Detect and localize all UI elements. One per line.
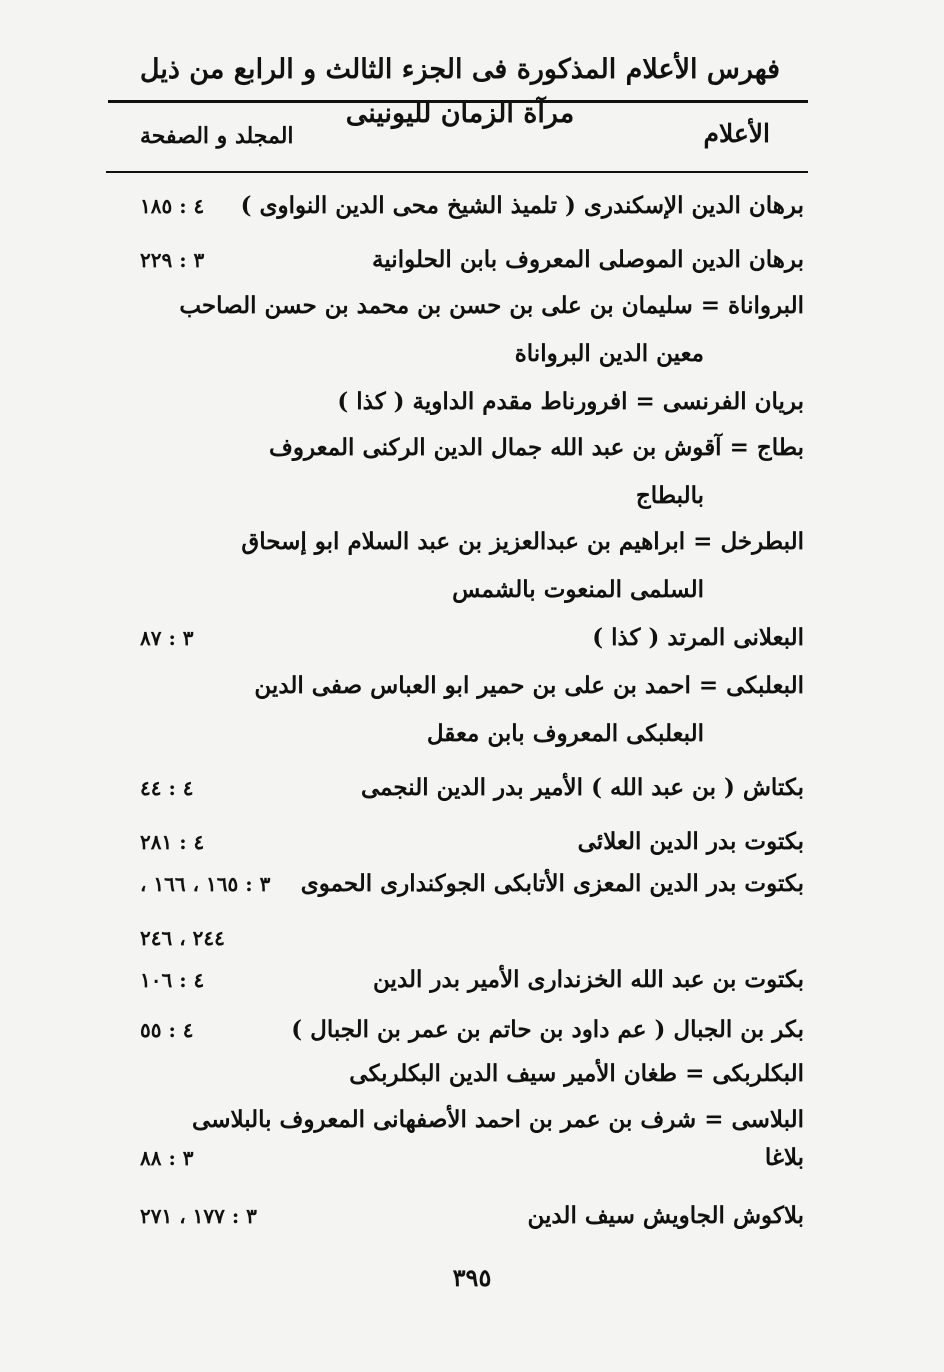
volume-page-reference: ٤ : ٢٨١ [140,830,205,854]
index-entry-line: بكتوت بن عبد الله الخزندارى الأمير بدر الدين [373,966,804,993]
column-heading-names: الأعلام [703,119,770,148]
index-entry-line: البلاسى = شرف بن عمر بن احمد الأصفهانى المعروف بالبلاسى [192,1106,804,1133]
index-entry-continuation: بالبطاج [635,482,704,509]
index-entry-line: بطاج = آقوش بن عبد الله جمال الدين الركنى المعروف [269,434,804,461]
index-entry-line: البعلانى المرتد ( كذا ) [592,624,804,651]
index-entry-line: برهان الدين الإسكندرى ( تلميذ الشيخ محى الدين النواوى ) [240,192,804,219]
index-entry-line: بلاكوش الجاويش سيف الدين [527,1202,804,1229]
volume-page-reference: ٣ : ١٦٥ ، ١٦٦ ، [140,872,271,896]
index-entry-line: بكتوت بدر الدين العلائى [577,828,804,855]
volume-page-reference: ٤ : ٥٥ [140,1018,194,1042]
volume-page-reference: ٤ : ٤٤ [140,776,194,800]
column-heading-volume-page: المجلد و الصفحة [140,123,294,149]
volume-page-reference: ٣ : ١٧٧ ، ٢٧١ [140,1204,257,1228]
index-entry-line: برهان الدين الموصلى المعروف بابن الحلوانية [372,246,804,273]
volume-page-reference: ٣ : ٨٨ [140,1146,194,1170]
index-entry-line: بكتاش ( بن عبد الله ) الأمير بدر الدين النجمى [360,774,804,801]
volume-page-reference: ٤ : ١٠٦ [140,968,205,992]
index-entry-continuation: معين الدين البرواناة [514,340,704,367]
running-title: فهرس الأعلام المذكورة فى الجزء الثالث و الرابع من ذيل مرآة الزمان لليونينى [139,54,781,129]
page-number: ٣٩٥ [452,1263,492,1292]
index-entry-continuation: البعلبكى المعروف بابن معقل [426,720,704,747]
index-entry-line: بريان الفرنسى = افرورناط مقدم الداوية ( كذا ) [337,388,804,415]
index-entry-line: بكر بن الجبال ( عم داود بن حاتم بن عمر بن الجبال ) [291,1016,804,1043]
index-entry-line: البطرخل = ابراهيم بن عبدالعزيز بن عبد السلام ابو إسحاق [241,528,804,555]
index-entry-continuation: السلمى المنعوت بالشمس [452,576,704,603]
index-entry-line: بكتوت بدر الدين المعزى الأتابكى الجوكندارى الحموى [300,870,804,897]
volume-page-reference: ٣ : ٢٢٩ [140,248,205,272]
index-entry-line: بلاغا [764,1144,804,1171]
volume-page-reference: ٤ : ١٨٥ [140,194,205,218]
volume-page-reference: ٣ : ٨٧ [140,626,194,650]
index-entry-line: البكلربكى = طغان الأمير سيف الدين البكلربكى [349,1060,804,1087]
index-entry-line: البعلبكى = احمد بن على بن حمير ابو العباس صفى الدين [254,672,804,699]
index-entry-line: البرواناة = سليمان بن على بن حسن بن محمد بن حسن الصاحب [179,292,804,319]
volume-page-reference-continuation: ٢٤٤ ، ٢٤٦ [140,926,225,950]
